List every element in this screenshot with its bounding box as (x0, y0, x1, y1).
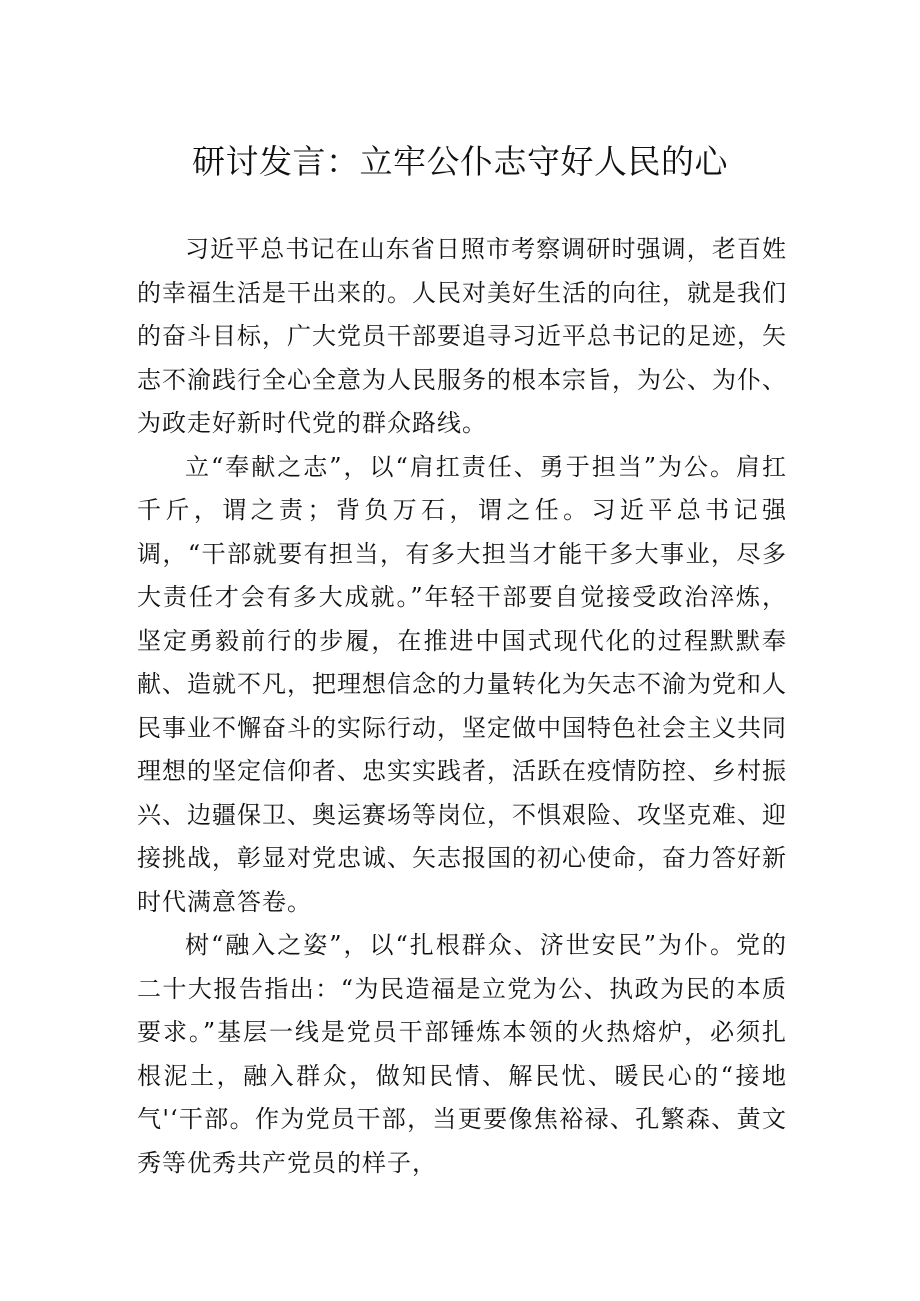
paragraph-integration: 树“融入之姿”，以“扎根群众、济世安民”为仆。党的二十大报告指出：“为民造福是立党为公、执政为民的本质要求。”基层一线是党员干部锤炼本领的火热熔炉，必须扎根泥土，融入群众，做知民情、解民忧、暖民心的“接地气'‘干部。作为党员干部，当更要像焦裕禄、孔繁森、黄文秀等优秀共产党员的样子， (137, 931, 787, 1177)
paragraph-dedication: 立“奉献之志”，以“肩扛责任、勇于担当”为公。肩扛千斤，谓之责；背负万石，谓之任。习近平总书记强调，“干部就要有担当，有多大担当才能干多大事业，尽多大责任才会有多大成就。”年轻干部要自觉接受政治淬炼，坚定勇毅前行的步履，在推进中国式现代化的过程默默奉献、造就不凡，把理想信念的力量转化为矢志不渝为党和人民事业不懈奋斗的实际行动，坚定做中国特色社会主义共同理想的坚定信仰者、忠实实践者，活跃在疫情防控、乡村振兴、边疆保卫、奥运赛场等岗位，不惧艰险、攻坚克难、迎接挑战，彰显对党忠诚、矢志报国的初心使命，奋力答好新时代满意答卷。 (137, 452, 787, 916)
document-title: 研讨发言：立牢公仆志守好人民的心 (192, 142, 728, 181)
document-body (137, 228, 787, 1185)
paragraph-intro: 习近平总书记在山东省日照市考察调研时强调，老百姓的幸福生活是干出来的。人民对美好生活的向往，就是我们的奋斗目标，广大党员干部要追寻习近平总书记的足迹，矢志不渝践行全心全意为人民服务的根本宗旨，为公、为仆、为政走好新时代党的群众路线。 (137, 235, 787, 437)
